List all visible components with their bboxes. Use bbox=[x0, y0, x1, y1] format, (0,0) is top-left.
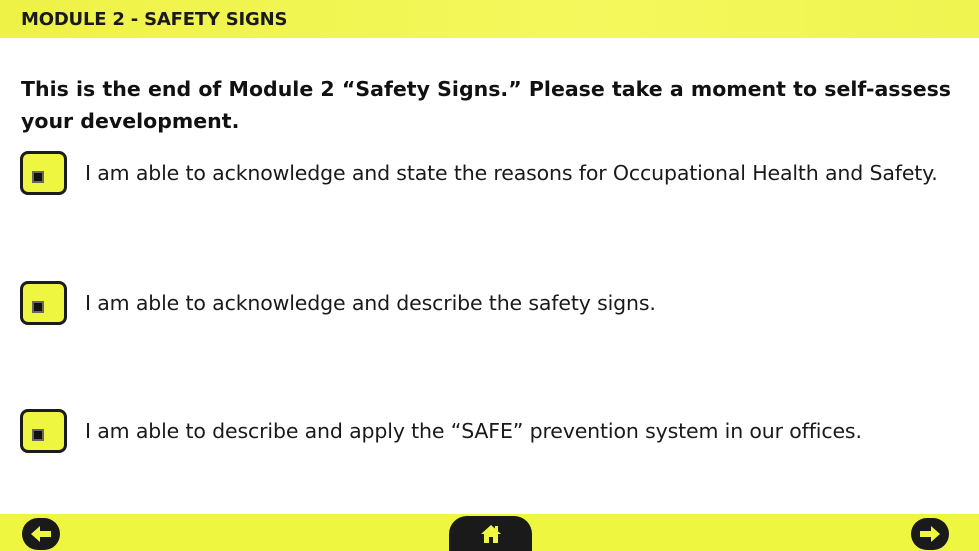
arrow-right-icon bbox=[918, 524, 942, 544]
home-icon bbox=[480, 524, 502, 544]
next-button[interactable] bbox=[911, 518, 949, 550]
arrow-left-icon bbox=[29, 524, 53, 544]
checklist-item-label: I am able to describe and apply the “SAFE” prevention system in our offices. bbox=[85, 419, 862, 443]
checklist-item-label: I am able to acknowledge and state the reasons for Occupational Health and Safety. bbox=[85, 161, 938, 185]
checkbox[interactable] bbox=[20, 409, 67, 453]
home-button[interactable] bbox=[449, 516, 532, 551]
checklist-item[interactable] bbox=[20, 151, 938, 195]
module-title: MODULE 2 - SAFETY SIGNS bbox=[21, 8, 288, 30]
checkbox-mark bbox=[32, 301, 44, 313]
checkbox-mark bbox=[32, 171, 44, 183]
checklist-item-label: I am able to acknowledge and describe the safety signs. bbox=[85, 291, 656, 315]
intro-text: This is the end of Module 2 “Safety Signs.” Please take a moment to self-assess your development. bbox=[21, 77, 951, 133]
checkbox-mark bbox=[32, 429, 44, 441]
checklist-item[interactable] bbox=[20, 409, 862, 453]
checkbox[interactable] bbox=[20, 281, 67, 325]
back-button[interactable] bbox=[22, 518, 60, 550]
checkbox[interactable] bbox=[20, 151, 67, 195]
module-header bbox=[0, 0, 979, 38]
checklist-item[interactable] bbox=[20, 281, 656, 325]
